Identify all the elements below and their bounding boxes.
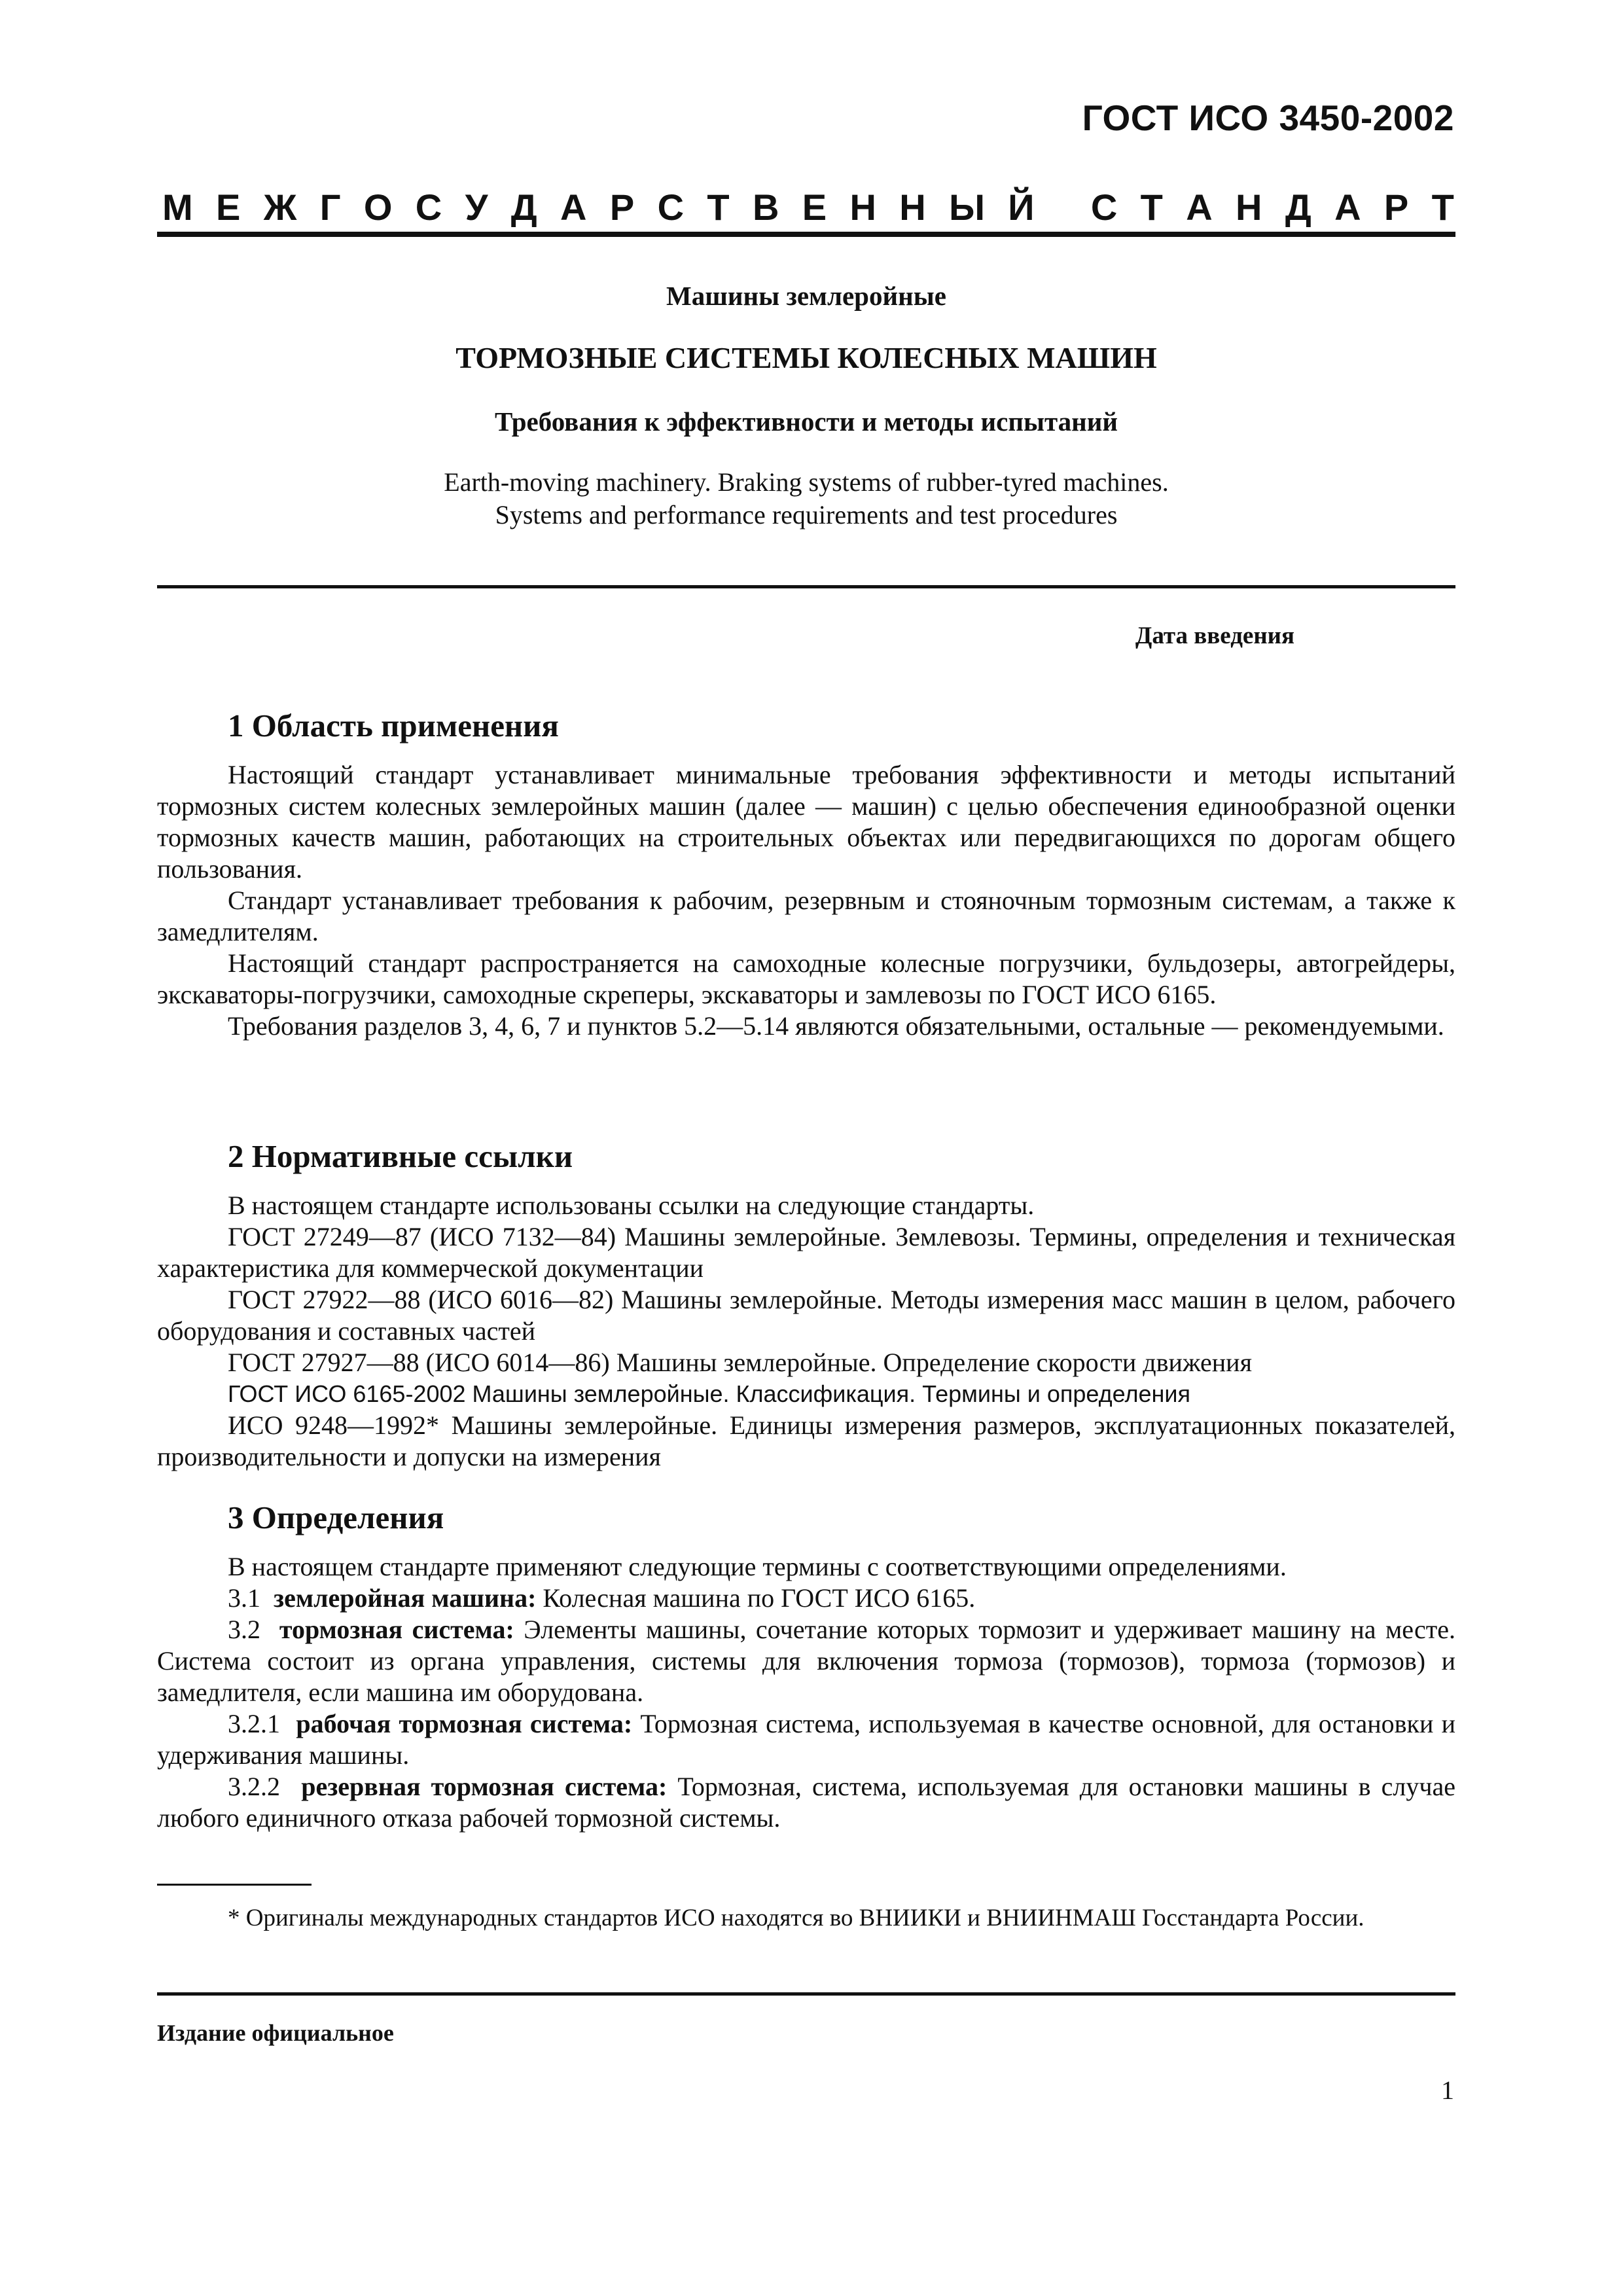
banner-letter: С [415,187,442,228]
banner-letter: Н [899,187,926,228]
interstate-standard-banner [162,186,1454,228]
definition-text: Тормозная, система, используемая для остановки машины в случае любого единичного отказа рабочей тормозной системы. [157,1772,1456,1833]
reference-item: ИСО 9248—1992* Машины землеройные. Единицы измерения размеров, эксплуатационных показателей, производительности и допуски на измерения [157,1410,1455,1471]
definition-number: 3.2.1 [228,1709,280,1738]
english-title-line: Systems and performance requirements and test procedures [495,500,1118,529]
section-heading: 1 Область применения [228,708,559,744]
banner-letter: Ж [263,187,297,228]
paragraph: Настоящий стандарт распространяется на самоходные колесные погрузчики, бульдозеры, автогрейдеры, экскаваторы-погрузчики, самоходные скреперы, экскаваторы и замлевозы по ГОСТ ИСО 6165. [157,948,1455,1009]
banner-letter: Р [609,187,635,228]
definition-item [157,1583,1455,1614]
banner-gap [1058,186,1068,228]
english-title-line: Earth-moving machinery. Braking systems of rubber-tyred machines. [444,467,1169,497]
banner-letter: А [560,187,587,228]
definition-item [157,1614,1455,1708]
section-scope [157,707,1455,1042]
banner-letter: Е [802,187,827,228]
document-subtitle: Машины землеройные [666,281,946,311]
page-number: 1 [1441,2075,1454,2105]
banner-letter: С [657,187,685,228]
header-divider [157,232,1455,237]
definition-number: 3.2 [228,1615,260,1644]
section-normative-references [157,1138,1455,1473]
footnote: * Оригиналы международных стандартов ИСО находятся во ВНИИКИ и ВНИИНМАШ Госстандарта России. [228,1905,1364,1931]
banner-letter: А [1186,187,1213,228]
banner-letter: Е [216,187,241,228]
banner-letter: Т [707,187,730,228]
paragraph: В настоящем стандарте применяют следующие термины с соответствующими определениями. [228,1552,1287,1581]
banner-letter: Й [1008,187,1035,228]
definition-term: тормозная система: [279,1615,514,1644]
section-definitions [157,1499,1455,1834]
banner-letter: М [162,187,193,228]
definition-item [157,1708,1455,1771]
paragraph: В настоящем стандарте использованы ссылки на следующие стандарты. [228,1191,1035,1220]
intro-date-label: Дата введения [1135,622,1294,649]
banner-letter: Р [1383,187,1409,228]
banner-letter: О [363,187,393,228]
paragraph: Требования разделов 3, 4, 6, 7 и пунктов 5.2—5.14 являются обязательными, остальные — рекомендуемыми. [228,1011,1444,1041]
banner-letter: Г [319,187,341,228]
banner-letter: А [1334,187,1361,228]
definition-item [157,1771,1455,1834]
title-divider [157,585,1455,588]
definition-term: землеройная машина: [274,1583,537,1613]
banner-letter: Т [1140,187,1163,228]
reference-item: ГОСТ ИСО 6165-2002 Машины землеройные. Классификация. Термины и определения [228,1380,1190,1407]
banner-letter: Ы [949,187,985,228]
section-heading: 2 Нормативные ссылки [228,1138,573,1174]
reference-item: ГОСТ 27249—87 (ИСО 7132—84) Машины землеройные. Землевозы. Термины, определения и техническая характеристика для коммерческой документации [157,1222,1455,1283]
section-heading: 3 Определения [228,1499,444,1535]
banner-letter: Н [1236,187,1262,228]
banner-letter: Д [1285,187,1311,228]
definition-term: рабочая тормозная система: [296,1709,633,1738]
definition-number: 3.2.2 [228,1772,280,1801]
paragraph: Стандарт устанавливает требования к рабочим, резервным и стояночным тормозным системам, а также к замедлителям. [157,886,1455,946]
banner-letter: В [752,187,779,228]
footnote-divider [157,1884,312,1886]
english-title [157,466,1455,531]
document-requirements-line: Требования к эффективности и методы испытаний [494,406,1118,437]
official-edition-label: Издание официальное [157,2020,394,2046]
banner-letter: С [1090,187,1118,228]
paragraph: Настоящий стандарт устанавливает минимальные требования эффективности и методы испытаний тормозных систем колесных землеройных машин (далее — машин) с целью обеспечения единообразной оценки тормозных качеств машин, работающих на строительных объектах или передвигающихся по дорогам общего пользования. [157,760,1455,884]
banner-letter: У [465,187,488,228]
banner-letter: Т [1431,187,1454,228]
document-number: ГОСТ ИСО 3450-2002 [1082,98,1454,138]
definition-text: Колесная машина по ГОСТ ИСО 6165. [536,1583,976,1613]
reference-item: ГОСТ 27927—88 (ИСО 6014—86) Машины землеройные. Определение скорости движения [228,1348,1252,1377]
definition-term: резервная тормозная система: [301,1772,668,1801]
banner-letter: Д [510,187,537,228]
definition-text: Тормозная система, используемая в качестве основной, для остановки и удерживания машины. [157,1709,1456,1770]
definition-number: 3.1 [228,1583,260,1613]
reference-item: ГОСТ 27922—88 (ИСО 6016—82) Машины землеройные. Методы измерения масс машин в целом, рабочего оборудования и составных частей [157,1285,1455,1346]
footer-divider [157,1992,1455,1996]
definition-text: Элементы машины, сочетание которых тормозит и удерживает машину на месте. Система состоит из органа управления, системы для включения тормоза (тормозов), тормоза (тормозов) и замедлителя, если машина им оборудована. [157,1615,1455,1707]
banner-letter: Н [849,187,876,228]
document-title: ТОРМОЗНЫЕ СИСТЕМЫ КОЛЕСНЫХ МАШИН [455,341,1157,374]
